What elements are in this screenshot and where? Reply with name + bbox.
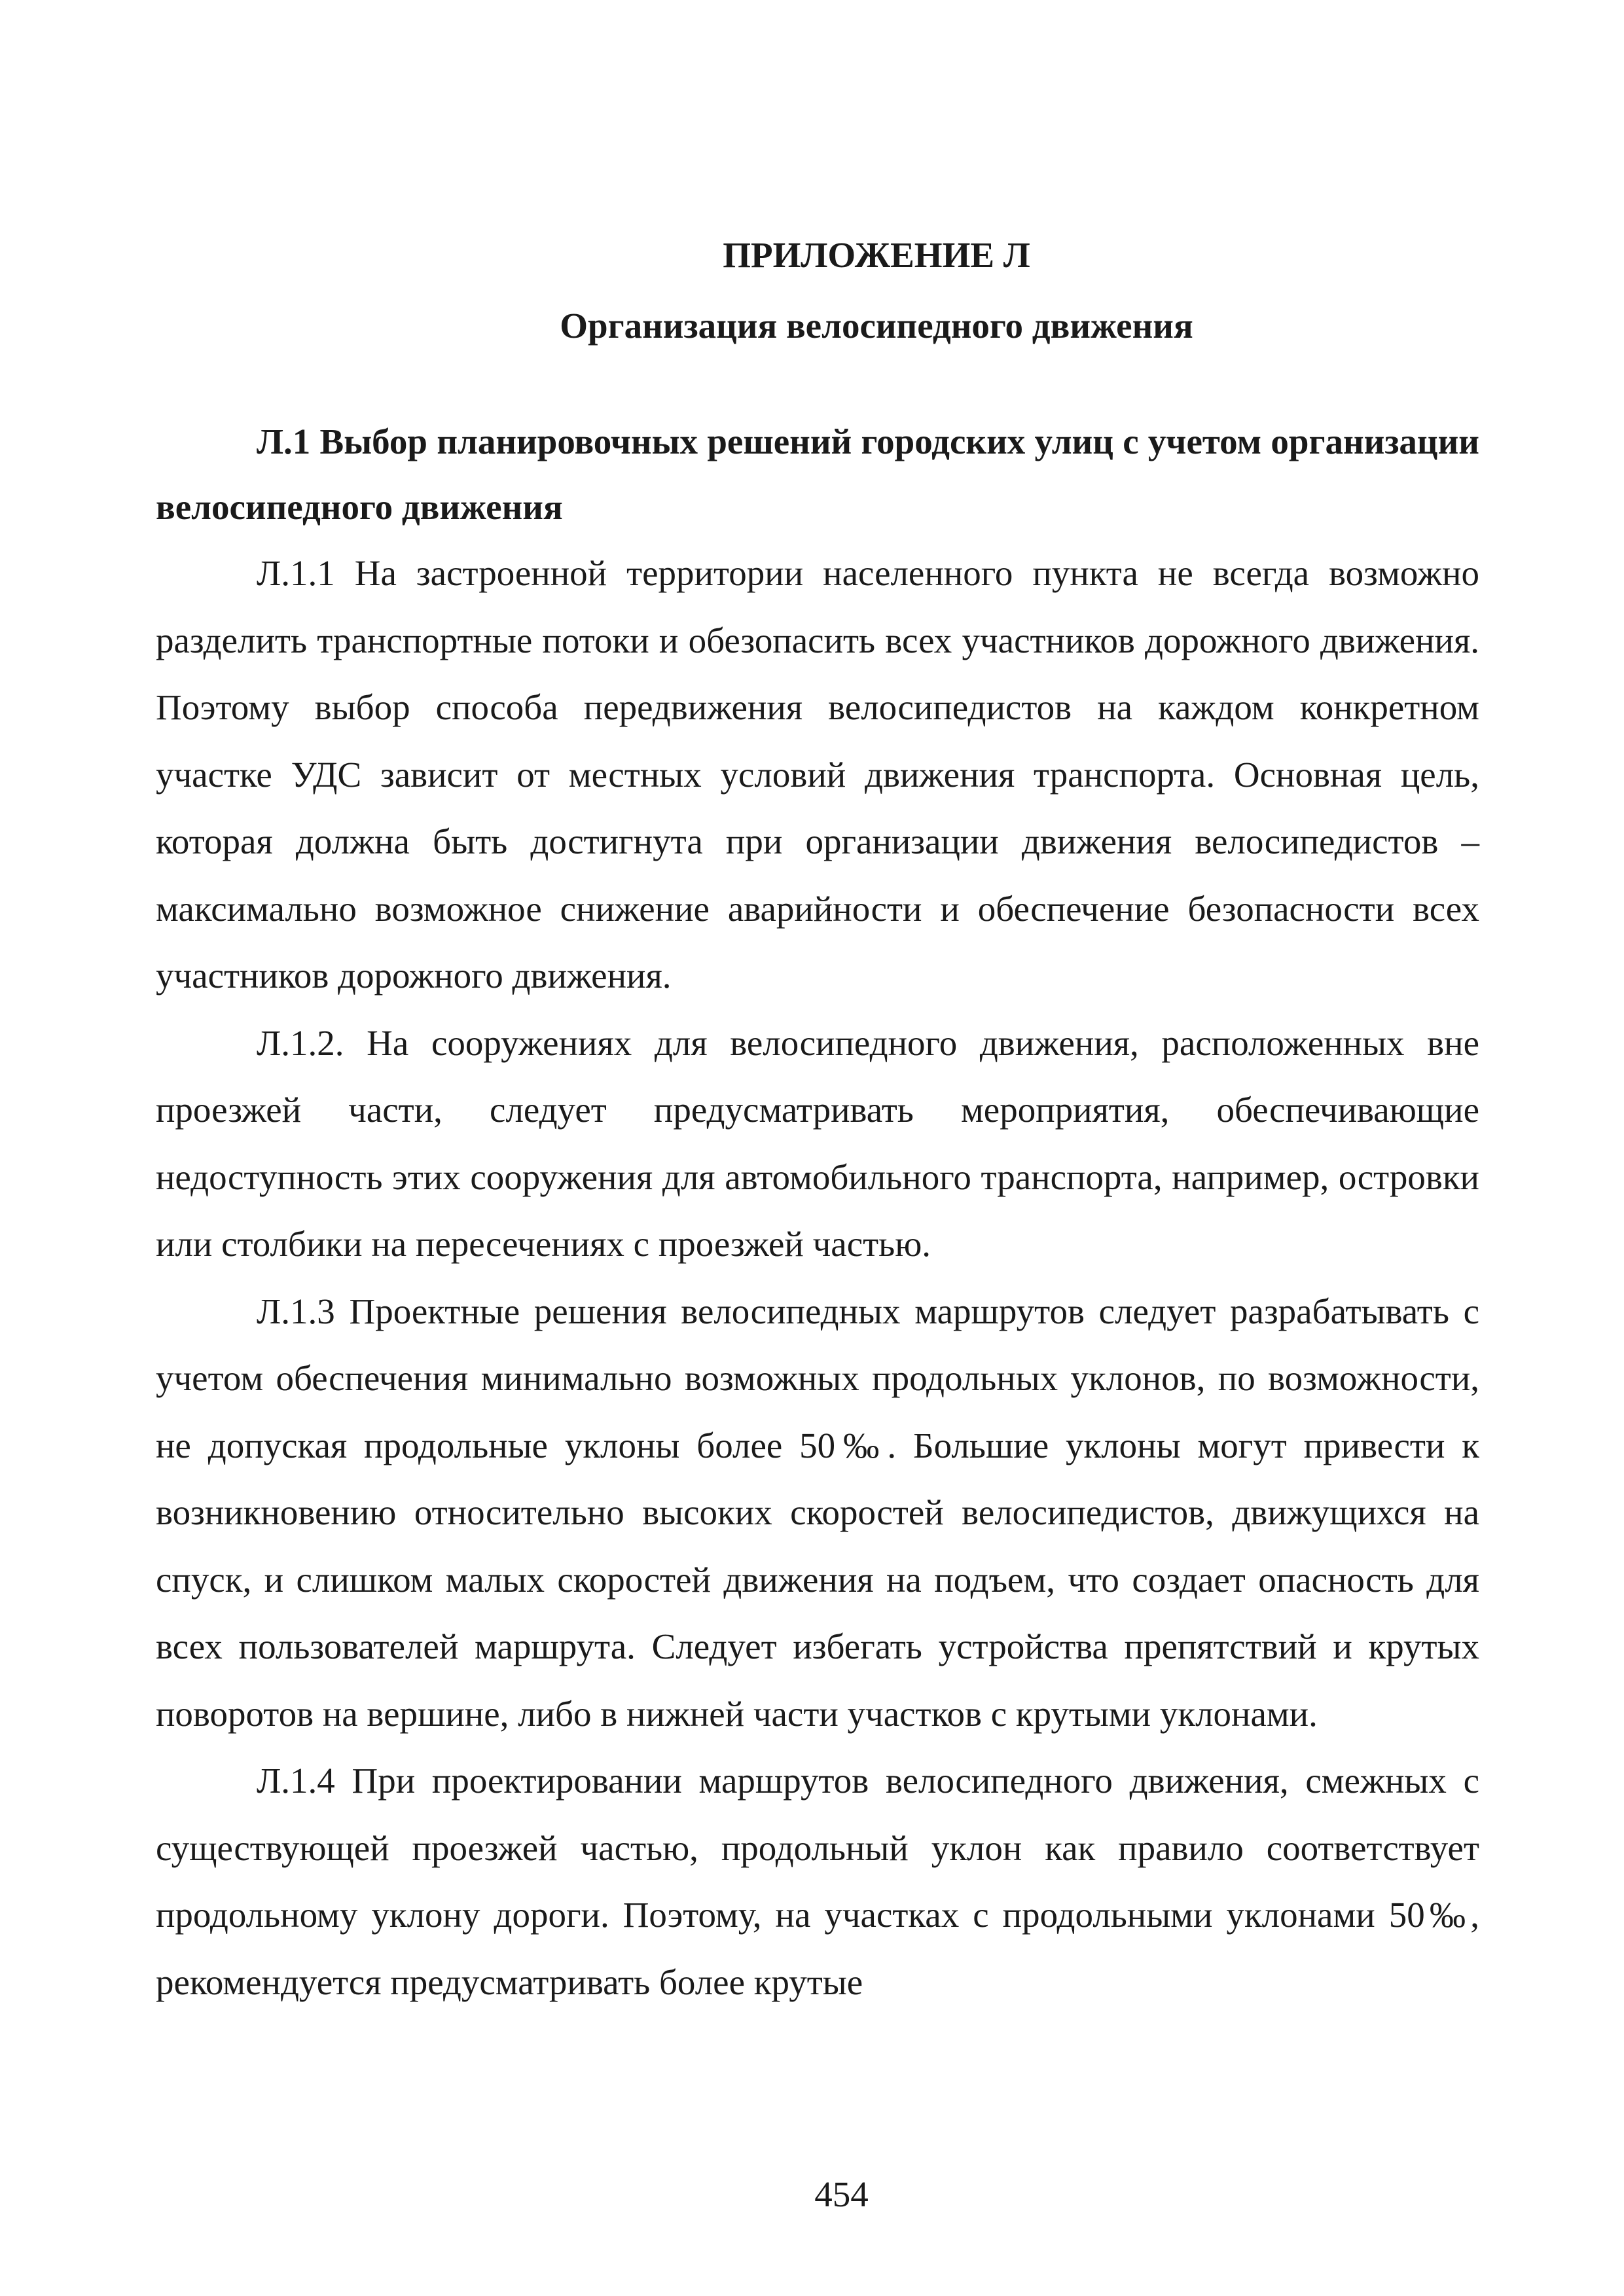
page-number: 454 [814, 2174, 869, 2214]
paragraph-l-1-1: Л.1.1 На застроенной территории населенного пункта не всегда возможно разделить транспортные потоки и обезопасить всех участников дорожного движения. Поэтому выбор способа передвижения велосипедистов на каждом конкретном участке УДС зависит от местных условий движения транспорта. Основная цель, которая должна быть достигнута при организации движения велосипедистов – максимально возможное снижение аварийности и обеспечение безопасности всех участников дорожного движения. [156, 553, 1479, 996]
page-content [156, 232, 1479, 2016]
section-heading: Л.1 Выбор планировочных решений городских улиц с учетом организации велосипедного движения [156, 422, 1479, 527]
appendix-title: ПРИЛОЖЕНИЕ Л [723, 235, 1030, 275]
paragraph-l-1-4: Л.1.4 При проектировании маршрутов велосипедного движения, смежных с существующей проезжей частью, продольный уклон как правило соответствует продольному уклону дороги. Поэтому, на участках с продольными уклонами 50‰, рекомендуется предусматривать более крутые [156, 1761, 1479, 2002]
appendix-subtitle: Организация велосипедного движения [560, 306, 1193, 346]
paragraph-l-1-2: Л.1.2. На сооружениях для велосипедного движения, расположенных вне проезжей части, следует предусматривать мероприятия, обеспечивающие недоступность этих сооружения для автомобильного транспорта, например, островки или столбики на пересечениях с проезжей частью. [156, 1022, 1479, 1264]
paragraph-l-1-3: Л.1.3 Проектные решения велосипедных маршрутов следует разрабатывать с учетом обеспечения минимально возможных продольных уклонов, по возможности, не допуская продольные уклоны более 50‰. Большие уклоны могут привести к возникновению относительно высоких скоростей велосипедистов, движущихся на спуск, и слишком малых скоростей движения на подъем, что создает опасность для всех пользователей маршрута. Следует избегать устройства препятствий и крутых поворотов на вершине, либо в нижней части участков с крутыми уклонами. [156, 1291, 1479, 1734]
